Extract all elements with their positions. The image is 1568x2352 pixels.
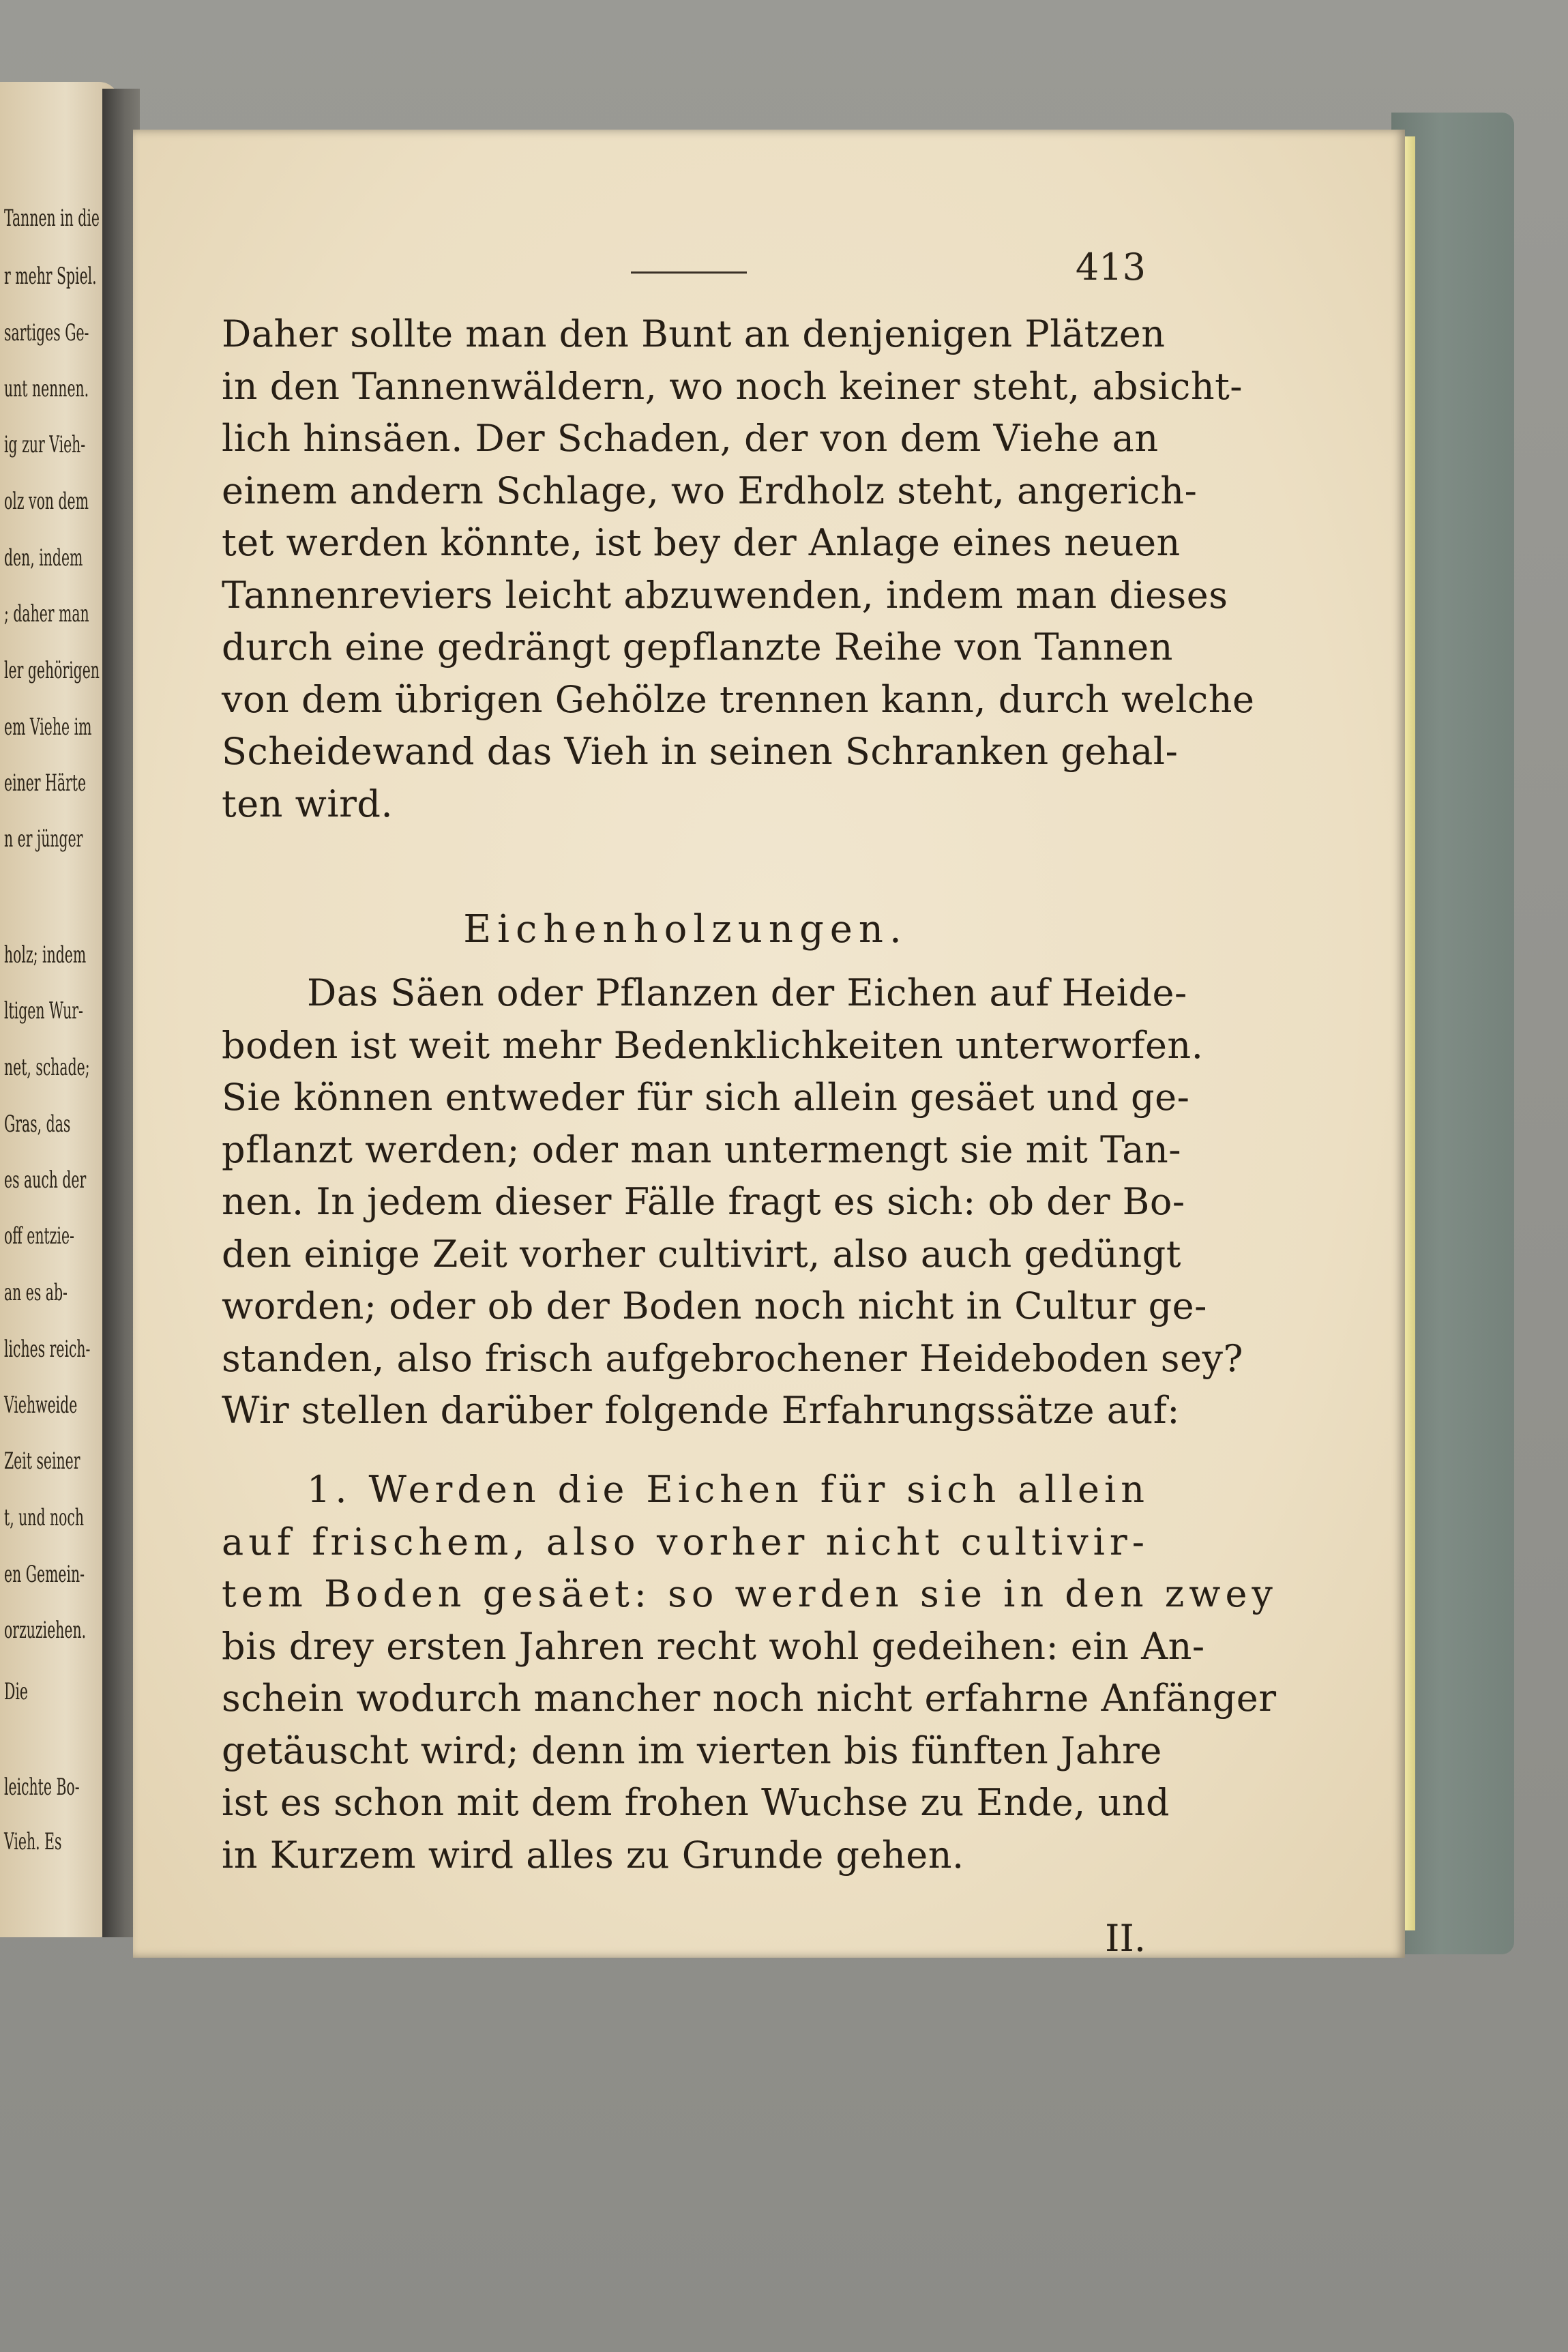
left-page-text-fragment: olz von dem [4, 488, 89, 515]
left-page-text-fragment: holz; indem [4, 941, 87, 969]
text-line: Sie können entweder für sich allein gesäet und ge- [222, 1076, 1190, 1119]
text-line: Das Säen oder Pflanzen der Eichen auf Heide- [307, 971, 1187, 1014]
section-heading: Eichenholzungen. [463, 907, 908, 952]
left-page-text-fragment: liches reich- [4, 1336, 91, 1363]
paragraph-2 [222, 967, 1243, 1437]
left-page-text-fragment: ler gehörigen [4, 657, 100, 684]
left-page-text-fragment: Viehweide [4, 1392, 78, 1419]
text-line: Tannenreviers leicht abzuwenden, indem man dieses [222, 573, 1228, 617]
text-line: in Kurzem wird alles zu Grunde gehen. [222, 1833, 964, 1877]
text-line: boden ist weit mehr Bedenklichkeiten unterworfen. [222, 1023, 1204, 1067]
left-page-text-fragment: ; daher man [4, 600, 89, 628]
text-line: getäuscht wird; denn im vierten bis fünften Jahre [222, 1729, 1162, 1772]
left-page-text-fragment: leichte Bo- [4, 1774, 80, 1801]
text-line: Daher sollte man den Bunt an denjenigen Plätzen [222, 312, 1166, 355]
text-line: 1. Werden die Eichen für sich allein [307, 1468, 1149, 1511]
left-page-text-fragment: n er jünger [4, 825, 83, 853]
left-page-text-fragment: em Viehe im [4, 714, 92, 741]
left-page-text-fragment: net, schade; [4, 1054, 90, 1081]
left-page-text-fragment: r mehr Spiel. [4, 263, 97, 290]
left-page-text-fragment: es auch der [4, 1166, 87, 1194]
text-line: in den Tannenwäldern, wo noch keiner steht, absicht- [222, 364, 1243, 408]
header-rule [631, 271, 747, 274]
text-line: durch eine gedrängt gepflanzte Reihe von Tannen [222, 626, 1173, 668]
text-line: von dem übrigen Gehölze trennen kann, durch welche [222, 677, 1255, 721]
text-line: standen, also frisch aufgebrochener Heideboden sey? [222, 1336, 1243, 1380]
left-page-text-fragment: Zeit seiner [4, 1447, 80, 1475]
left-page-text-fragment: Vieh. Es [4, 1828, 62, 1855]
text-line: ten wird. [222, 782, 394, 825]
text-line: tet werden könnte, ist bey der Anlage eines neuen [222, 521, 1181, 564]
paragraph-3 [222, 1464, 1277, 1881]
left-page-text-fragment: sartiges Ge- [4, 319, 89, 347]
text-line: bis drey ersten Jahren recht wohl gedeihen: ein An- [222, 1624, 1205, 1668]
left-page-text-fragment: t, und noch [4, 1504, 84, 1531]
left-page-text-fragment: den, indem [4, 544, 83, 572]
left-page-text-fragment: off entzie- [4, 1222, 74, 1250]
left-page-text-fragment: an es ab- [4, 1279, 68, 1306]
text-line: tem Boden gesäet: so werden sie in den zwey [222, 1572, 1277, 1615]
left-page-text-fragment: en Gemein- [4, 1561, 85, 1588]
left-page-text-fragment: einer Härte [4, 769, 87, 797]
left-page-text-fragment: ltigen Wur- [4, 997, 83, 1025]
text-line: einem andern Schlage, wo Erdholz steht, angerich- [222, 469, 1198, 512]
text-line: Wir stellen darüber folgende Erfahrungssätze auf: [222, 1389, 1180, 1432]
text-line: Scheidewand das Vieh in seinen Schranken gehal- [222, 730, 1179, 773]
left-page-fragment [0, 82, 119, 1937]
text-line: nen. In jedem dieser Fälle fragt es sich: ob der Bo- [222, 1180, 1185, 1223]
text-line: den einige Zeit vorher cultivirt, also auch gedüngt [222, 1232, 1181, 1276]
text-line: worden; oder ob der Boden noch nicht in Cultur ge- [222, 1284, 1207, 1327]
left-page-text-fragment: Gras, das [4, 1111, 71, 1138]
left-page-text-fragment: Tannen in die [4, 205, 100, 232]
text-line: schein wodurch mancher noch nicht erfahrne Anfänger [222, 1677, 1277, 1720]
left-page-text-fragment: Die [4, 1678, 28, 1705]
text-line: auf frischem, also vorher nicht cultivir- [222, 1520, 1149, 1563]
paragraph-1 [222, 308, 1255, 830]
left-page-text-fragment: orzuziehen. [4, 1617, 87, 1644]
left-page-text-fragment: ig zur Vieh- [4, 431, 86, 458]
text-line: lich hinsäen. Der Schaden, der von dem Viehe an [222, 417, 1159, 460]
catchword: II. [1105, 1917, 1146, 1960]
left-page-text-fragment: unt nennen. [4, 375, 89, 402]
page-number: 413 [1075, 246, 1146, 289]
text-line: ist es schon mit dem frohen Wuchse zu Ende, und [222, 1781, 1170, 1824]
text-line: pflanzt werden; oder man untermengt sie mit Tan- [222, 1128, 1182, 1171]
